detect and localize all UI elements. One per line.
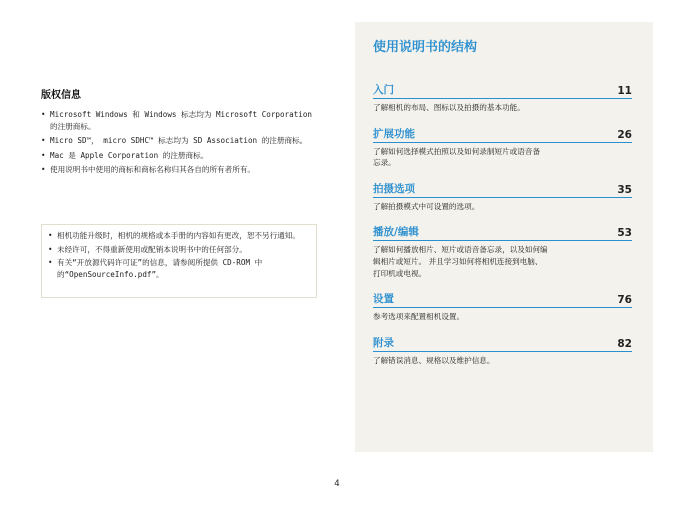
copyright-item: • 使用说明书中使用的商标和商标名称归其各自的所有者所有。 (41, 164, 323, 176)
toc-entry-page: 11 (617, 85, 632, 97)
copyright-item: • Micro SD™， micro SDHC™ 标志均为 SD Association 的注册商标。 (41, 135, 323, 147)
copyright-title: 版权信息 (41, 90, 81, 101)
toc-entry-title[interactable]: 扩展功能 (373, 127, 415, 140)
toc-entry[interactable] (373, 82, 632, 114)
notice-item: • 有关“开放源代码许可证”的信息，请参阅所提供 CD-ROM 中的“OpenSourceInfo.pdf”。 (48, 257, 310, 280)
toc-entry-header (373, 126, 632, 143)
toc-entry-desc: 了解相机的布局、图标以及拍摄的基本功能。 (373, 103, 525, 112)
toc-entry[interactable] (373, 224, 632, 279)
toc-entry-desc: 了解如何播放相片、短片或语音备忘录，以及如何编 辑相片或短片。 并且学习如何将相机连接到电脑、 打印机或电视。 (373, 245, 548, 278)
toc-panel (355, 22, 653, 452)
toc-entry-page: 53 (617, 227, 632, 240)
toc-entry[interactable] (373, 335, 632, 367)
toc-entry-header (373, 224, 632, 241)
notice-item: • 相机功能升级时，相机的规格或本手册的内容如有更改，恕不另行通知。 (48, 230, 310, 242)
toc-entry[interactable] (373, 181, 632, 213)
toc-entry-title[interactable]: 入门 (373, 84, 394, 96)
toc-entry-page: 26 (617, 128, 632, 141)
toc-entry-header (373, 335, 632, 352)
toc-entry-title[interactable]: 拍摄选项 (373, 182, 415, 195)
toc-entry-desc: 参考选项来配置相机设置。 (373, 312, 465, 322)
toc-list (373, 82, 632, 378)
toc-entry[interactable] (373, 291, 632, 323)
copyright-item: • Mac 是 Apple Corporation 的注册商标。 (41, 150, 323, 162)
toc-entry-title[interactable]: 设置 (373, 293, 394, 306)
toc-title: 使用说明书的结构 (373, 40, 478, 55)
copyright-item: • Microsoft Windows 和 Windows 标志均为 Microsoft Corporation 的注册商标。 (41, 109, 323, 132)
notice-item: • 未经许可，不得重新使用或配销本说明书中的任何部分。 (48, 244, 310, 256)
notice-box (41, 224, 317, 298)
toc-entry-title[interactable]: 附录 (373, 336, 394, 349)
toc-entry-header (373, 82, 632, 99)
toc-entry-page: 35 (617, 183, 632, 196)
toc-entry-desc: 了解如何选择模式拍照以及如何录制短片或语音备 忘录。 (373, 146, 541, 168)
toc-entry-header (373, 291, 632, 308)
toc-entry-page: 82 (617, 337, 632, 350)
toc-entry-title[interactable]: 播放/编辑 (373, 226, 419, 239)
page-number: 4 (334, 479, 340, 489)
toc-entry-desc: 了解错误消息、规格以及维护信息。 (373, 355, 495, 365)
toc-entry-page: 76 (617, 294, 632, 307)
toc-entry[interactable] (373, 126, 632, 169)
copyright-section (41, 86, 323, 179)
copyright-list (41, 109, 323, 176)
notice-list (48, 230, 310, 280)
toc-entry-header (373, 181, 632, 198)
toc-entry-desc: 了解拍摄模式中可设置的选项。 (373, 201, 480, 211)
